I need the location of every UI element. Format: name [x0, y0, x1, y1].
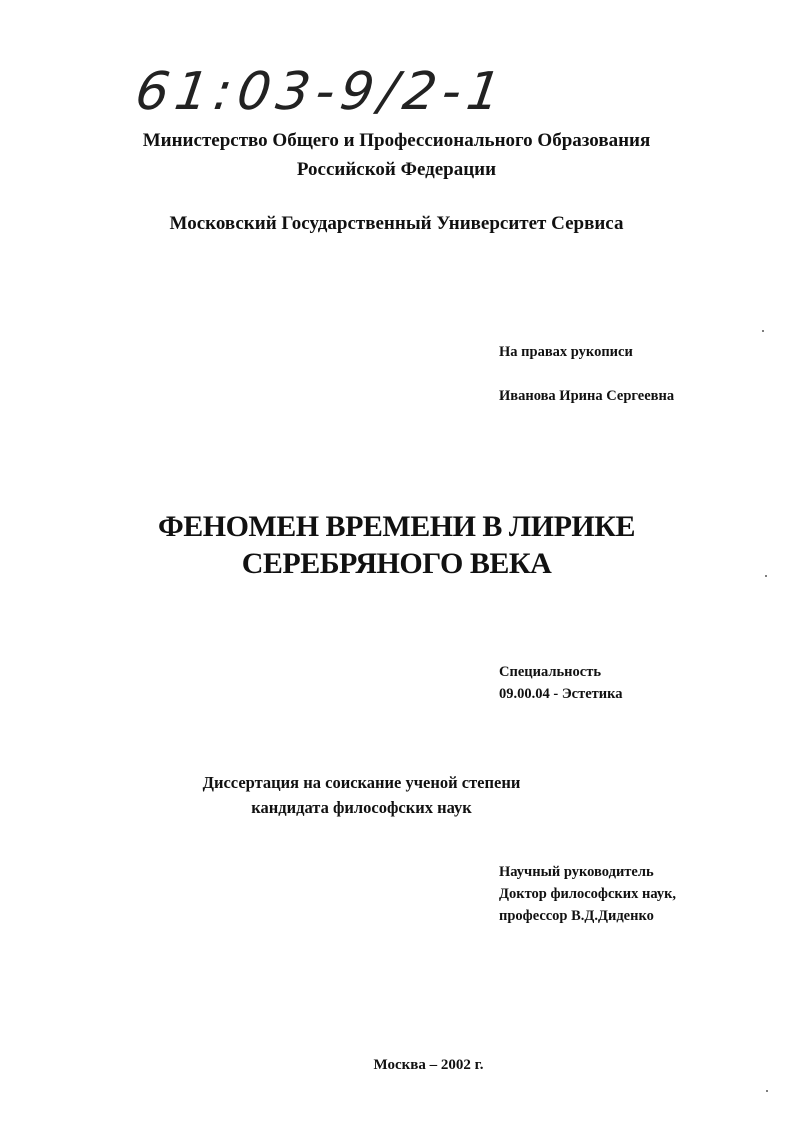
- scan-speck: [766, 1090, 768, 1092]
- scan-speck: [762, 330, 764, 332]
- specialty-label: Специальность: [499, 664, 601, 680]
- manuscript-rights: На правах рукописи: [499, 344, 633, 360]
- ministry-line-2: Российской Федерации: [296, 159, 497, 180]
- handwritten-archive-number: 61:03-9/2-1: [131, 62, 511, 122]
- dissertation-degree-line-1: Диссертация на соискание ученой степени: [202, 773, 521, 792]
- author-name: Иванова Ирина Сергеевна: [499, 388, 675, 404]
- dissertation-title-line-2: СЕРЕБРЯНОГО ВЕКА: [241, 547, 552, 580]
- scan-speck: [765, 575, 767, 577]
- supervisor-name: профессор В.Д.Диденко: [499, 908, 654, 924]
- ministry-line-1: Министерство Общего и Профессионального Образования: [142, 130, 651, 151]
- specialty-code: 09.00.04 - Эстетика: [499, 686, 623, 702]
- dissertation-title-line-1: ФЕНОМЕН ВРЕМЕНИ В ЛИРИКЕ: [157, 510, 636, 543]
- dissertation-degree-line-2: кандидата философских наук: [251, 798, 472, 817]
- place-and-year: Москва – 2002 г.: [373, 1057, 484, 1073]
- supervisor-label: Научный руководитель: [499, 864, 654, 880]
- university-name: Московский Государственный Университет Сервиса: [169, 213, 624, 234]
- supervisor-degree: Доктор философских наук,: [499, 886, 677, 902]
